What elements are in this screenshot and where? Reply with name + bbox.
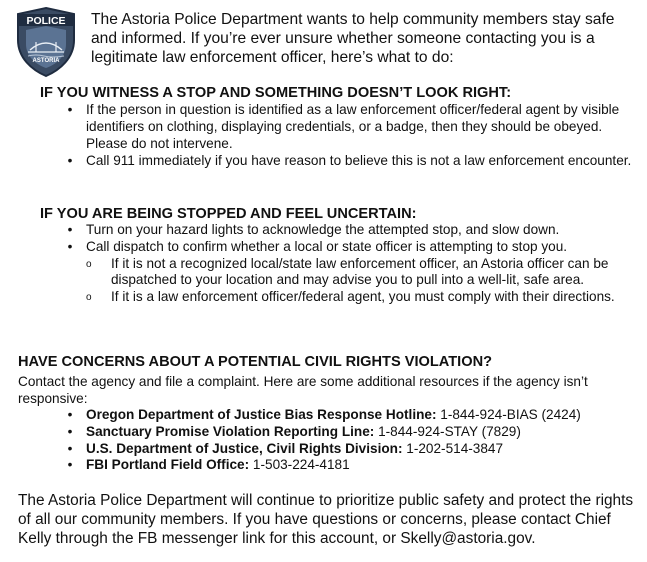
resource-item (63, 407, 638, 424)
stopped-section-title: IF YOU ARE BEING STOPPED AND FEEL UNCERTAIN: (40, 206, 417, 222)
resource-name: U.S. Department of Justice, Civil Rights Division: (86, 440, 403, 456)
sub-list-item (86, 256, 638, 290)
list-item (63, 239, 638, 306)
bullet-icon: • (67, 222, 73, 237)
stopped-list (63, 222, 638, 306)
bullet-icon: • (67, 440, 73, 456)
resource-contact: 1-844-924-BIAS (2424) (436, 407, 581, 422)
bullet-icon: • (67, 153, 73, 169)
sub-bullet-icon: o (86, 258, 92, 270)
stopped-sublist (86, 256, 638, 306)
intro-paragraph: The Astoria Police Department wants to help community members stay safe and informed. If you’re ever unsure whether someone contacting you is a legitimate law enforcement officer, here’s what to do: (91, 11, 615, 66)
resource-item (63, 441, 638, 458)
list-item-text: Call dispatch to confirm whether a local or state officer is attempting to stop you. (86, 238, 568, 254)
resource-item (63, 424, 638, 441)
sub-list-item-text: If it is a law enforcement officer/federal agent, you must comply with their directions. (111, 289, 615, 305)
list-item (63, 153, 638, 170)
badge-top-text: POLICE (26, 15, 66, 27)
shield-icon (14, 6, 78, 78)
police-badge-logo (14, 6, 78, 78)
badge-bottom-text: ASTORIA (32, 58, 60, 64)
bullet-icon: • (67, 407, 73, 422)
sub-list-item (86, 289, 638, 306)
list-item-text: Call 911 immediately if you have reason to believe this is not a law enforcement encounter. (86, 153, 632, 169)
bullet-icon: • (67, 102, 73, 117)
resource-name: Oregon Department of Justice Bias Response Hotline: (86, 407, 437, 422)
list-item-text: Turn on your hazard lights to acknowledge the attempted stop, and slow down. (86, 222, 560, 237)
resource-name: Sanctuary Promise Violation Reporting Line: (86, 423, 375, 439)
resources-list (63, 407, 638, 474)
resource-contact: 1-202-514-3847 (402, 440, 504, 456)
witness-list (63, 102, 638, 170)
bullet-icon: • (67, 423, 73, 439)
witness-section-title: IF YOU WITNESS A STOP AND SOMETHING DOESN’T LOOK RIGHT: (40, 85, 512, 101)
concerns-body: Contact the agency and file a complaint. Here are some additional resources if the agency isn’t responsive: (18, 374, 588, 406)
list-item-text: If the person in question is identified as a law enforcement officer/federal agent by visible identifiers on clothing, displaying credentials, or a badge, then they should be obeyed. Please do not intervene. (86, 102, 620, 151)
list-item (63, 222, 638, 239)
sub-list-item-text: If it is not a recognized local/state law enforcement officer, an Astoria officer can be dispatched to your location and may advise you to pull into a well-lit, safe area. (111, 255, 609, 288)
bullet-icon: • (67, 238, 73, 254)
sub-bullet-icon: o (86, 292, 92, 304)
resource-item (63, 457, 638, 474)
bullet-icon: • (67, 457, 73, 473)
closing-paragraph: The Astoria Police Department will continue to prioritize public safety and protect the rights of all our community members. If you have questions or concerns, please contact Chief Kelly through the FB messenger link for this account, or Skelly@astoria.gov. (18, 492, 634, 547)
concerns-section-title: HAVE CONCERNS ABOUT A POTENTIAL CIVIL RIGHTS VIOLATION? (18, 354, 493, 370)
resource-contact: 1-844-924-STAY (7829) (374, 423, 521, 439)
list-item (63, 102, 638, 152)
resource-contact: 1-503-224-4181 (249, 457, 350, 473)
resource-name: FBI Portland Field Office: (86, 457, 250, 473)
